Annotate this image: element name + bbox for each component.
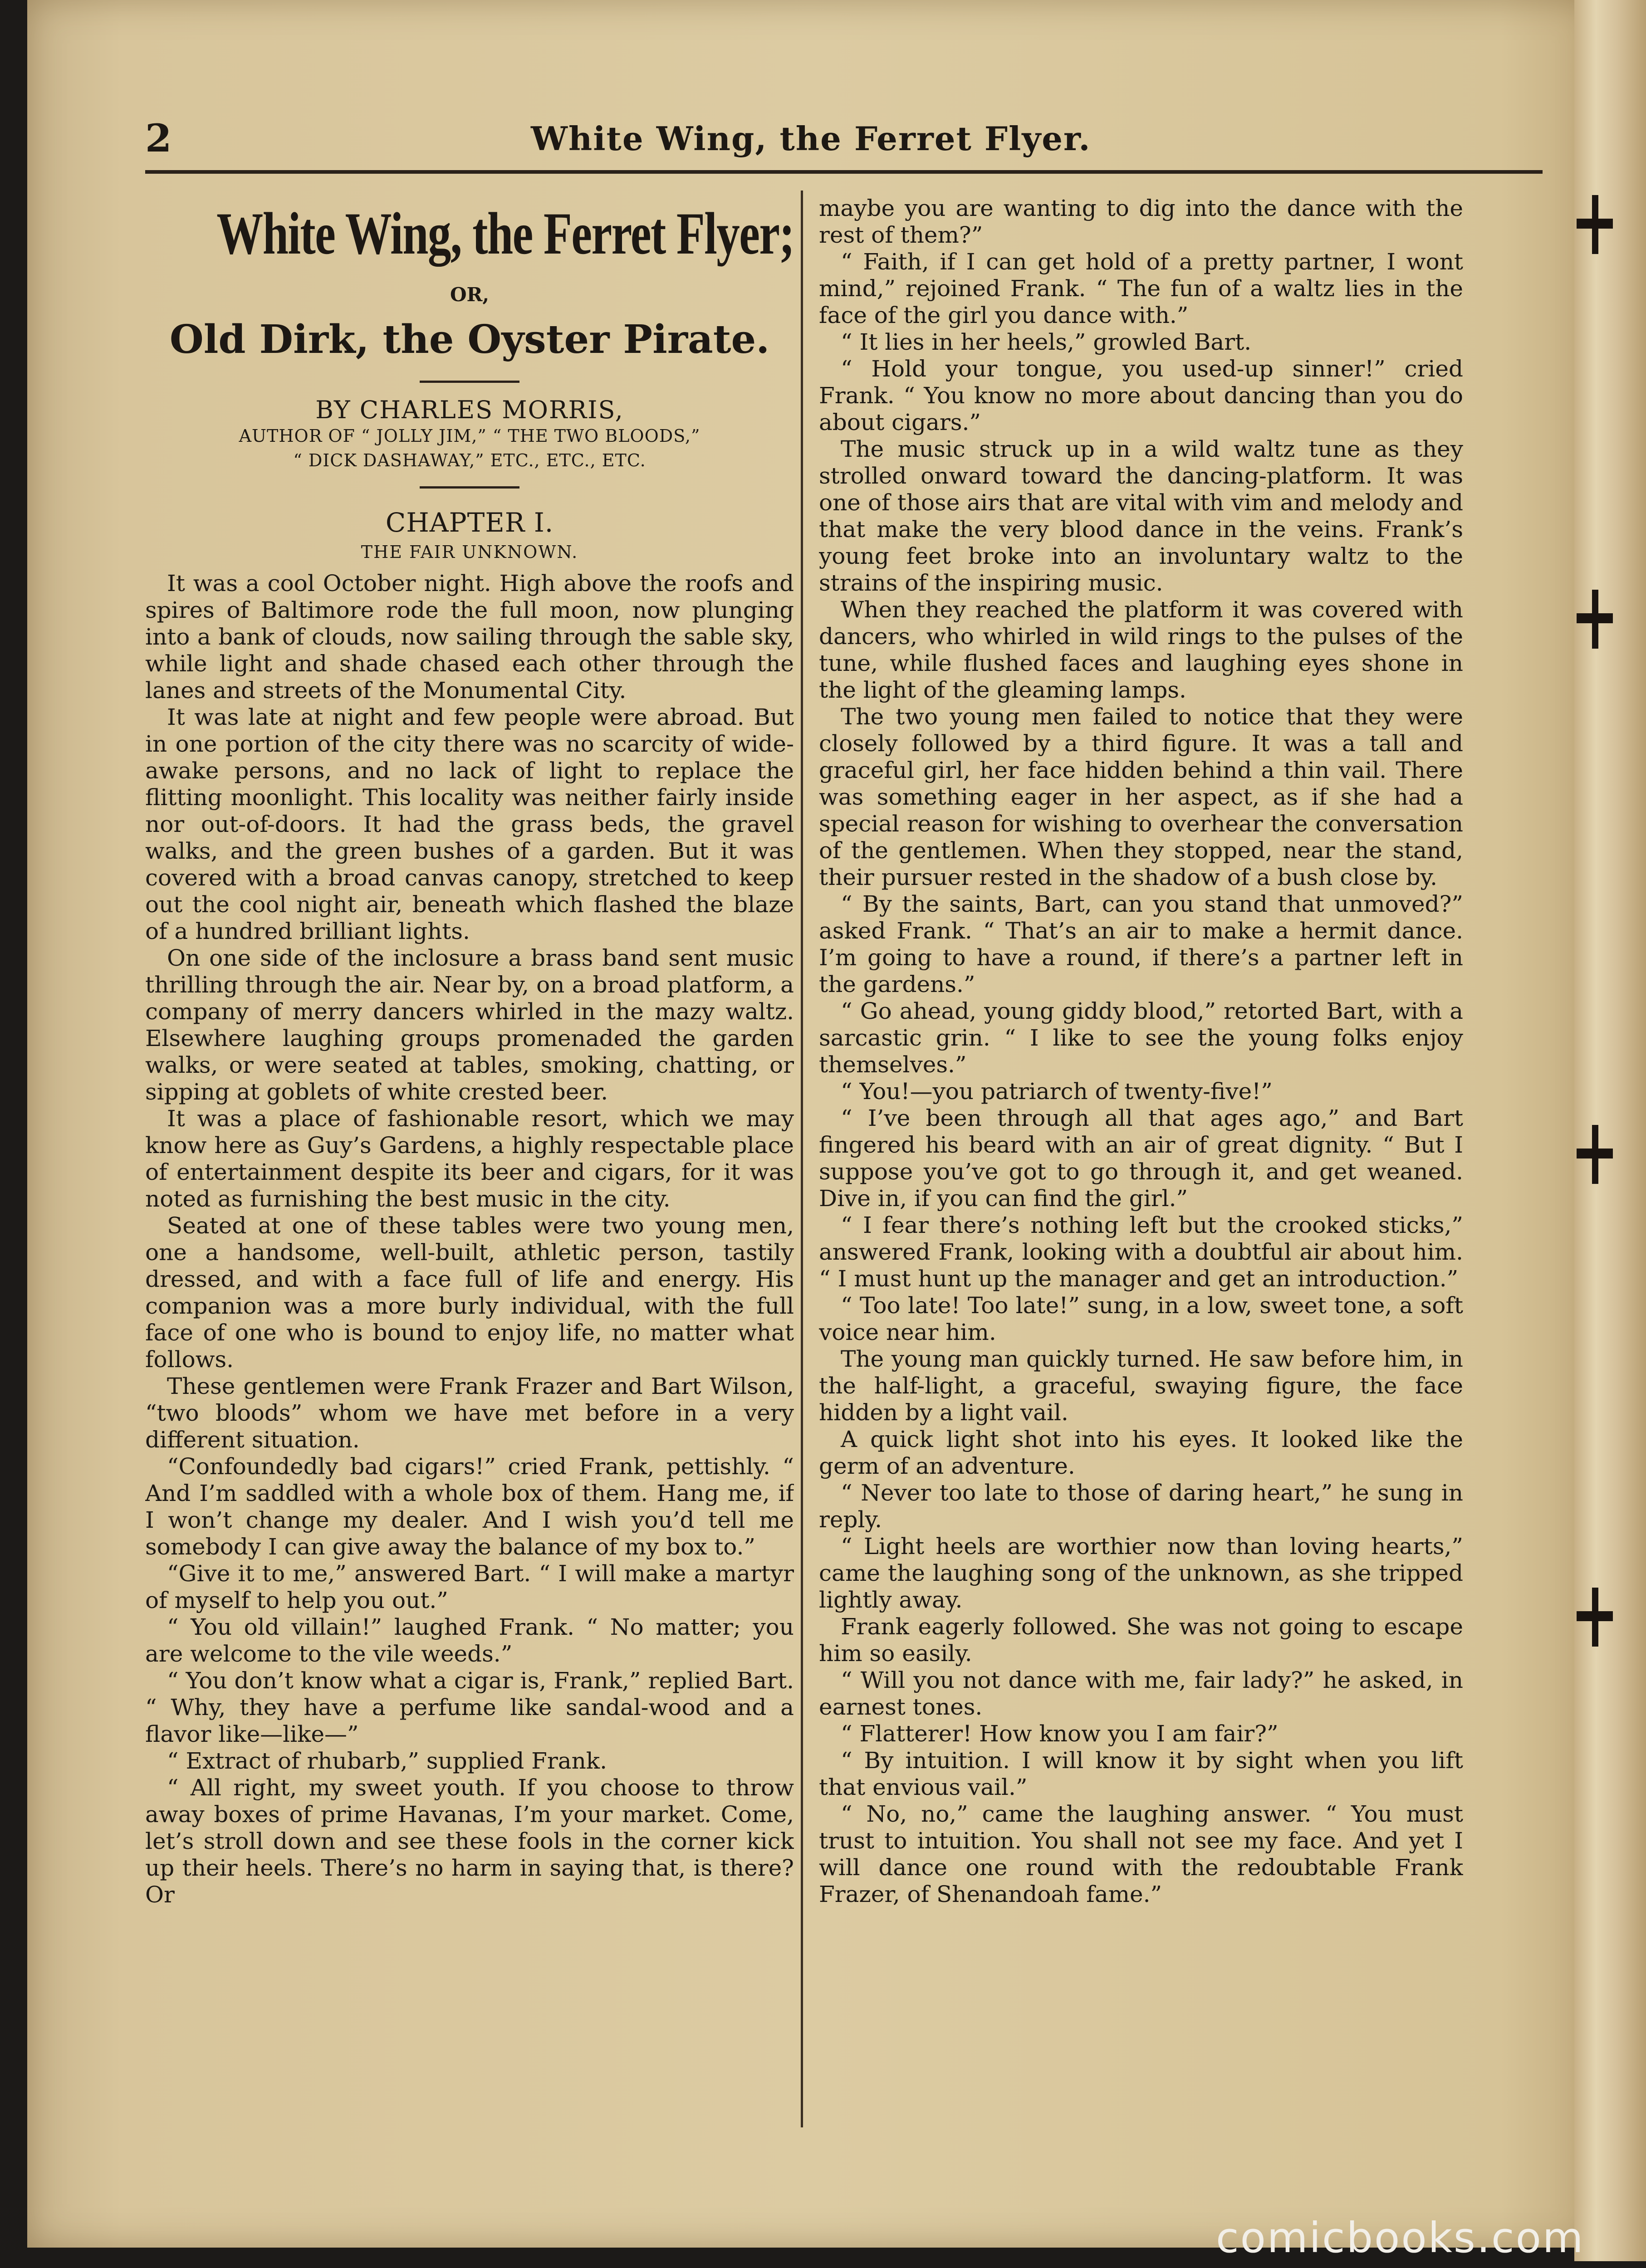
page-header bbox=[145, 116, 1543, 174]
paragraph: “ Extract of rhubarb,” supplied Frank. bbox=[167, 1748, 607, 1774]
story-title: White Wing, the Ferret Flyer; bbox=[216, 200, 794, 267]
paragraph: “ Too late! Too late!” sung, in a low, sweet tone, a soft voice near him. bbox=[819, 1292, 1463, 1345]
paragraph: “ You old villain!” laughed Frank. “ No matter; you are welcome to the vile weeds.” bbox=[145, 1614, 794, 1667]
paragraph: “ You!—you patriarch of twenty-five!” bbox=[841, 1078, 1273, 1105]
paragraph: “ Flatterer! How know you I am fair?” bbox=[841, 1721, 1279, 1747]
binding-staple bbox=[1577, 195, 1613, 254]
paragraph: It was late at night and few people were abroad. But in one portion of the city there was no scarcity of wide-awake persons, and no lack of light to replace the flitting moonlight. This locality was neither fairly inside nor out-of-doors. It had the grass beds, the gravel walks, and the green bushes of a garden. But it was covered with a broad canvas canopy, stretched to keep out the cool night air, beneath which flashed the blaze of a hundred brilliant lights. bbox=[145, 704, 794, 944]
paragraph: “ No, no,” came the laughing answer. “ You must trust to intuition. You shall not see my face. And yet I will dance one round with the redoubtable Frank Frazer, of Shenandoah fame.” bbox=[819, 1801, 1463, 1907]
paragraph: “ I’ve been through all that ages ago,” and Bart fingered his beard with an air of great dignity. “ But I suppose you’ve got to go through it, and get weaned. Dive in, if you can find the girl.” bbox=[819, 1105, 1463, 1212]
paragraph: It was a cool October night. High above the roofs and spires of Baltimore rode the full moon, now plunging into a bank of clouds, now sailing through the sable sky, while light and shade chased each other through the lanes and streets of the Monumental City. bbox=[145, 570, 794, 704]
paragraph: The music struck up in a wild waltz tune as they strolled onward toward the dancing-platform. It was one of those airs that are vital with vim and melody and that make the very blood dance in the veins. Frank’s young feet broke into an involuntary waltz to the strains of the inspiring music. bbox=[819, 436, 1463, 596]
site-watermark: comicbooks.com bbox=[1216, 2214, 1585, 2262]
paragraph: The two young men failed to notice that they were closely followed by a third figure. It was a tall and graceful girl, her face hidden behind a thin vail. There was something eager in her aspect, as if she had a special reason for wishing to overhear the conversation of the gentlemen. When they stopped, near the stand, their pursuer rested in the shadow of a bush close by. bbox=[819, 704, 1463, 890]
binding-staple bbox=[1577, 1125, 1613, 1184]
paragraph: Frank eagerly followed. She was not going to escape him so easily. bbox=[819, 1613, 1463, 1667]
paragraph: A quick light shot into his eyes. It looked like the germ of an adventure. bbox=[819, 1426, 1463, 1479]
paragraph: “ I fear there’s nothing left but the crooked sticks,” answered Frank, looking with a doubtful air about him. “ I must hunt up the manager and get an introduction.” bbox=[819, 1212, 1463, 1292]
paragraph: “ By the saints, Bart, can you stand that unmoved?” asked Frank. “ That’s an air to make a hermit dance. I’m going to have a round, if there’s a partner left in the gardens.” bbox=[819, 891, 1463, 997]
binding-staple bbox=[1577, 590, 1613, 649]
paragraph: “Give it to me,” answered Bart. “ I will make a martyr of myself to help you out.” bbox=[145, 1560, 794, 1613]
title-rule bbox=[420, 381, 519, 383]
paragraph: maybe you are wanting to dig into the dance with the rest of them?” bbox=[819, 195, 1463, 248]
byline: BY CHARLES MORRIS, bbox=[315, 396, 624, 424]
paragraph: When they reached the platform it was covered with dancers, who whirled in wild rings to the pulses of the tune, while flushed faces and laughing eyes shone in the light of the gleaming lamps. bbox=[819, 596, 1463, 703]
paragraph: “ All right, my sweet youth. If you choose to throw away boxes of prime Havanas, I’m your market. Come, let’s stroll down and see these fools in the corner kick up their heels. There’s no harm in saying that, is there? Or bbox=[145, 1774, 794, 1908]
paragraph: On one side of the inclosure a brass band sent music thrilling through the air. Near by, on a broad platform, a company of merry dancers whirled in the mazy waltz. Elsewhere laughing groups promenaded the garden walks, or were seated at tables, smoking, chatting, or sipping at goblets of white crested beer. bbox=[145, 945, 794, 1105]
chapter-heading: CHAPTER I. bbox=[385, 507, 554, 538]
paragraph: “ By intuition. I will know it by sight when you lift that envious vail.” bbox=[819, 1747, 1463, 1800]
paragraph: These gentlemen were Frank Frazer and Bart Wilson, “two bloods” whom we have met before in a very different situation. bbox=[145, 1373, 794, 1453]
paragraph: “ Never too late to those of daring heart,” he sung in reply. bbox=[819, 1480, 1463, 1533]
chapter-title: THE FAIR UNKNOWN. bbox=[361, 542, 578, 562]
binding-staple bbox=[1577, 1588, 1613, 1647]
paragraph: “Confoundedly bad cigars!” cried Frank, pettishly. “ And I’m saddled with a whole box of them. Hang me, if I won’t change my dealer. And I wish you’d tell me somebody I can give away the balance of my box to.” bbox=[145, 1453, 794, 1560]
column-divider bbox=[801, 191, 803, 2127]
running-title: White Wing, the Ferret Flyer. bbox=[531, 119, 1091, 158]
paragraph: Seated at one of these tables were two young men, one a handsome, well-built, athletic person, tastily dressed, and with a face full of life and energy. His companion was a more burly individual, with the full face of one who is bound to enjoy life, no matter what follows. bbox=[145, 1212, 794, 1373]
paragraph: “ Go ahead, young giddy blood,” retorted Bart, with a sarcastic grin. “ I like to see the young folks enjoy themselves.” bbox=[819, 998, 1463, 1078]
paragraph: “ It lies in her heels,” growled Bart. bbox=[841, 329, 1252, 355]
paragraph: “ Will you not dance with me, fair lady?” he asked, in earnest tones. bbox=[819, 1667, 1463, 1720]
title-or: OR, bbox=[450, 284, 490, 306]
left-column bbox=[145, 191, 794, 2141]
paragraph: “ You don’t know what a cigar is, Frank,” replied Bart. “ Why, they have a perfume like sandal-wood and a flavor like—like—” bbox=[145, 1667, 794, 1747]
story-subtitle: Old Dirk, the Oyster Pirate. bbox=[169, 317, 770, 362]
page-number: 2 bbox=[145, 116, 172, 161]
paragraph: “ Faith, if I can get hold of a pretty partner, I wont mind,” rejoined Frank. “ The fun of a waltz lies in the face of the girl you dance with.” bbox=[819, 249, 1463, 328]
paragraph: The young man quickly turned. He saw before him, in the half-light, a graceful, swaying figure, the face hidden by a light vail. bbox=[819, 1346, 1463, 1426]
paragraph: “ Light heels are worthier now than loving hearts,” came the laughing song of the unknown, as she tripped lightly away. bbox=[819, 1533, 1463, 1613]
paragraph: “ Hold your tongue, you used-up sinner!” cried Frank. “ You know no more about dancing than you do about cigars.” bbox=[819, 356, 1463, 435]
byline-rule bbox=[420, 486, 519, 489]
author-credits: “ DICK DASHAWAY,” ETC., ETC., ETC. bbox=[293, 450, 646, 470]
right-column bbox=[819, 195, 1463, 2146]
paragraph: It was a place of fashionable resort, which we may know here as Guy’s Gardens, a highly respectable place of entertainment despite its beer and cigars, for it was noted as furnishing the best music in the city. bbox=[145, 1105, 794, 1212]
author-credits: AUTHOR OF “ JOLLY JIM,” “ THE TWO BLOODS,” bbox=[239, 426, 701, 446]
